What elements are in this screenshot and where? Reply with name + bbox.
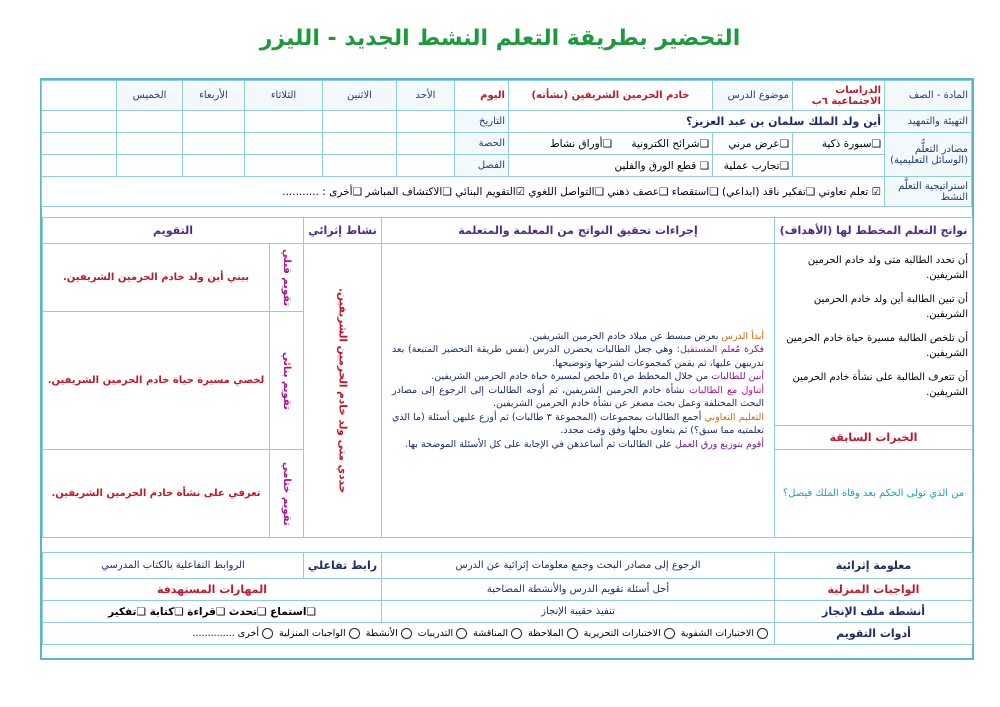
radio-oral[interactable] bbox=[757, 628, 768, 639]
enrich-label: معلومة إثرائية bbox=[775, 553, 973, 579]
day-mon: الاثنين bbox=[323, 81, 397, 111]
resource-slides-sheets bbox=[509, 133, 713, 155]
eval-item-formative: لخصي مسيرة حياة خادم الحرمين الشريفين. bbox=[43, 312, 270, 450]
skills-options[interactable]: ❑استماع ❑تحدث ❑قراءة ❑كتابة ❑تفكير bbox=[43, 601, 382, 623]
resource-worksheets[interactable]: ❑أوراق نشاط bbox=[549, 137, 613, 150]
intro-label: التهيئة والتمهيد bbox=[885, 111, 972, 133]
radio-written[interactable] bbox=[664, 628, 675, 639]
resource-slides[interactable]: ❑شرائح الكترونية bbox=[631, 137, 709, 150]
lesson-plan-sheet bbox=[40, 78, 974, 660]
col-activity: نشاط إثرائي bbox=[304, 218, 382, 244]
outcome-item: أن تتعرف الطالبة على نشأة خادم الحرمين الشريفين. bbox=[792, 372, 968, 398]
outcome-item: أن تلخص الطالبة مسيرة حياة خادم الحرمين الشريفين. bbox=[786, 333, 968, 359]
col-outcomes: نواتج التعلم المخطط لها (الأهداف) bbox=[775, 218, 973, 244]
lesson-label: موضوع الدرس bbox=[713, 81, 793, 111]
day-thu: الخميس bbox=[117, 81, 183, 111]
eval-label-final: تقويم ختامي bbox=[270, 450, 304, 538]
header-table bbox=[41, 80, 972, 207]
date-label: التاريخ bbox=[455, 111, 509, 133]
skills-label: المهارات المستهدفة bbox=[43, 579, 382, 601]
link-value[interactable]: الروابط التفاعلية بالكتاب المدرسي bbox=[43, 553, 304, 579]
activity-text: حددي متى ولد خادم الحرمين الشريفين. bbox=[336, 287, 349, 494]
outcomes-list bbox=[775, 244, 973, 426]
strategy-options[interactable]: ☑ تعلم تعاوني ❑تفكير ناقد (ابداعي) ❑استقصاء ❑عصف ذهني ❑التواصل اللغوي ☑التقويم البنائي ❑الاكتشاف المباشر ❑أخرى : ........... bbox=[42, 177, 885, 207]
resource-paper-foam[interactable]: ❑ قطع الورق والفلين bbox=[509, 155, 713, 177]
homework-value: أحل أسئلة تقويم الدرس والأنشطة المصاحبة bbox=[382, 579, 775, 601]
strategy-label: استراتيجية التعلُّم النشط bbox=[885, 177, 972, 207]
subject-value: الدراسات الاجتماعية ٦ب bbox=[793, 81, 885, 111]
resource-video[interactable]: ❑عرض مرني bbox=[713, 133, 793, 155]
resource-experiments[interactable]: ❑تجارب عملية bbox=[713, 155, 793, 177]
col-procedures: إجراءات تحقيق النواتج من المعلمة والمتعلمة bbox=[382, 218, 775, 244]
subject-label: المادة - الصف bbox=[885, 81, 972, 111]
procedures-text: أبدأ الدرس بعرض مبسط عن ميلاد خادم الحرمين الشريفين. فكرة مُعلم المستقبل: وهي جعل الطالبات يحضرن الدرس (نفس طريقة التحضير المتبعة) بعد تدريبهن عليها، ثم يقمن كمجموعات لشرحها وتوضيحها. أبين للطالبات من خلال المخطط ص٥١ ملخص لمسيرة حياة خادم الحرمين الشريفين. أتناول مع الطالبات نشأة خادم الحرمين الشريفين، ثم أوجه الطالبات إلى الرجوع إلى مصادر البحث المختلفة وعمل بحث مصغر عن نشأة خادم الحرمين الشريفين. التعليم التعاوني أجمع الطالبات بمجموعات (المجموعة ٣ طالبات) ثم أوزع عليهن أسئلة (ما الذي تعلمتيه مما سبق؟) ثم يتعاون بحلها وفق وقت محدد. أقوم بتوزيع ورق العمل على الطالبات ثم أساعدهن في الإجابة على كل الأسئلة الموضحة بها. bbox=[382, 244, 775, 538]
resource-smartboard[interactable]: ❑سبورة ذكية bbox=[793, 133, 885, 155]
eval-label-pre: تقويم قبلي bbox=[270, 244, 304, 312]
day-tue: الثلاثاء bbox=[245, 81, 323, 111]
portfolio-label: أنشطة ملف الإنجاز bbox=[775, 601, 973, 623]
radio-observation[interactable] bbox=[567, 628, 578, 639]
outcome-item: أن تحدد الطالبة متى ولد خادم الحرمين الشريفين. bbox=[807, 255, 968, 281]
main-table bbox=[42, 217, 973, 538]
radio-activities[interactable] bbox=[401, 628, 412, 639]
outcome-item: أن تبين الطالبة أين ولد خادم الحرمين الشريفين. bbox=[813, 294, 968, 320]
radio-discussion[interactable] bbox=[511, 628, 522, 639]
bottom-table bbox=[42, 552, 973, 645]
eval-item-final: تعرفي على نشأة خادم الحرمين الشريفين. bbox=[43, 450, 270, 538]
radio-homework[interactable] bbox=[349, 628, 360, 639]
day-wed: الأربعاء bbox=[183, 81, 245, 111]
intro-value: أين ولد الملك سلمان بن عبد العزيز؟ bbox=[509, 111, 885, 133]
class-label: الفصل bbox=[455, 155, 509, 177]
lesson-value: خادم الحرمين الشريفين (نشأته) bbox=[509, 81, 713, 111]
tools-label: أدوات التقويم bbox=[775, 623, 973, 645]
tools-options: الاختبارات الشفوية الاختبارات التحريرية الملاحظة المناقشة التدريبات الأنشطة الواجبات المنزلية أخرى .............. bbox=[43, 623, 775, 645]
day-sun: الأحد bbox=[397, 81, 455, 111]
radio-other[interactable] bbox=[262, 628, 273, 639]
day-label: اليوم bbox=[455, 81, 509, 111]
eval-item-pre: بيني أين ولد خادم الحرمين الشريفين. bbox=[43, 244, 270, 312]
period-label: الحصة bbox=[455, 133, 509, 155]
page-title: التحضير بطريقة التعلم النشط الجديد - الليزر bbox=[259, 26, 741, 51]
portfolio-value: تنفيذ حقيبة الإنجاز bbox=[382, 601, 775, 623]
eval-label-formative: تقويم بنائي bbox=[270, 312, 304, 450]
link-label: رابط تفاعلي bbox=[304, 553, 382, 579]
activity-cell bbox=[304, 244, 382, 538]
col-evaluation: التقويم bbox=[43, 218, 304, 244]
homework-label: الواجبات المنزلية bbox=[775, 579, 973, 601]
resources-label: مصادر التعلُّم (الوسائل التعليمية) bbox=[885, 133, 972, 177]
prior-value: من الذي تولى الحكم بعد وفاة الملك فيصل؟ bbox=[775, 450, 973, 538]
enrich-value: الرجوع إلى مصادر البحث وجمع معلومات إثرائية عن الدرس bbox=[382, 553, 775, 579]
radio-exercises[interactable] bbox=[456, 628, 467, 639]
prior-label: الخبرات السابقة bbox=[775, 426, 973, 450]
